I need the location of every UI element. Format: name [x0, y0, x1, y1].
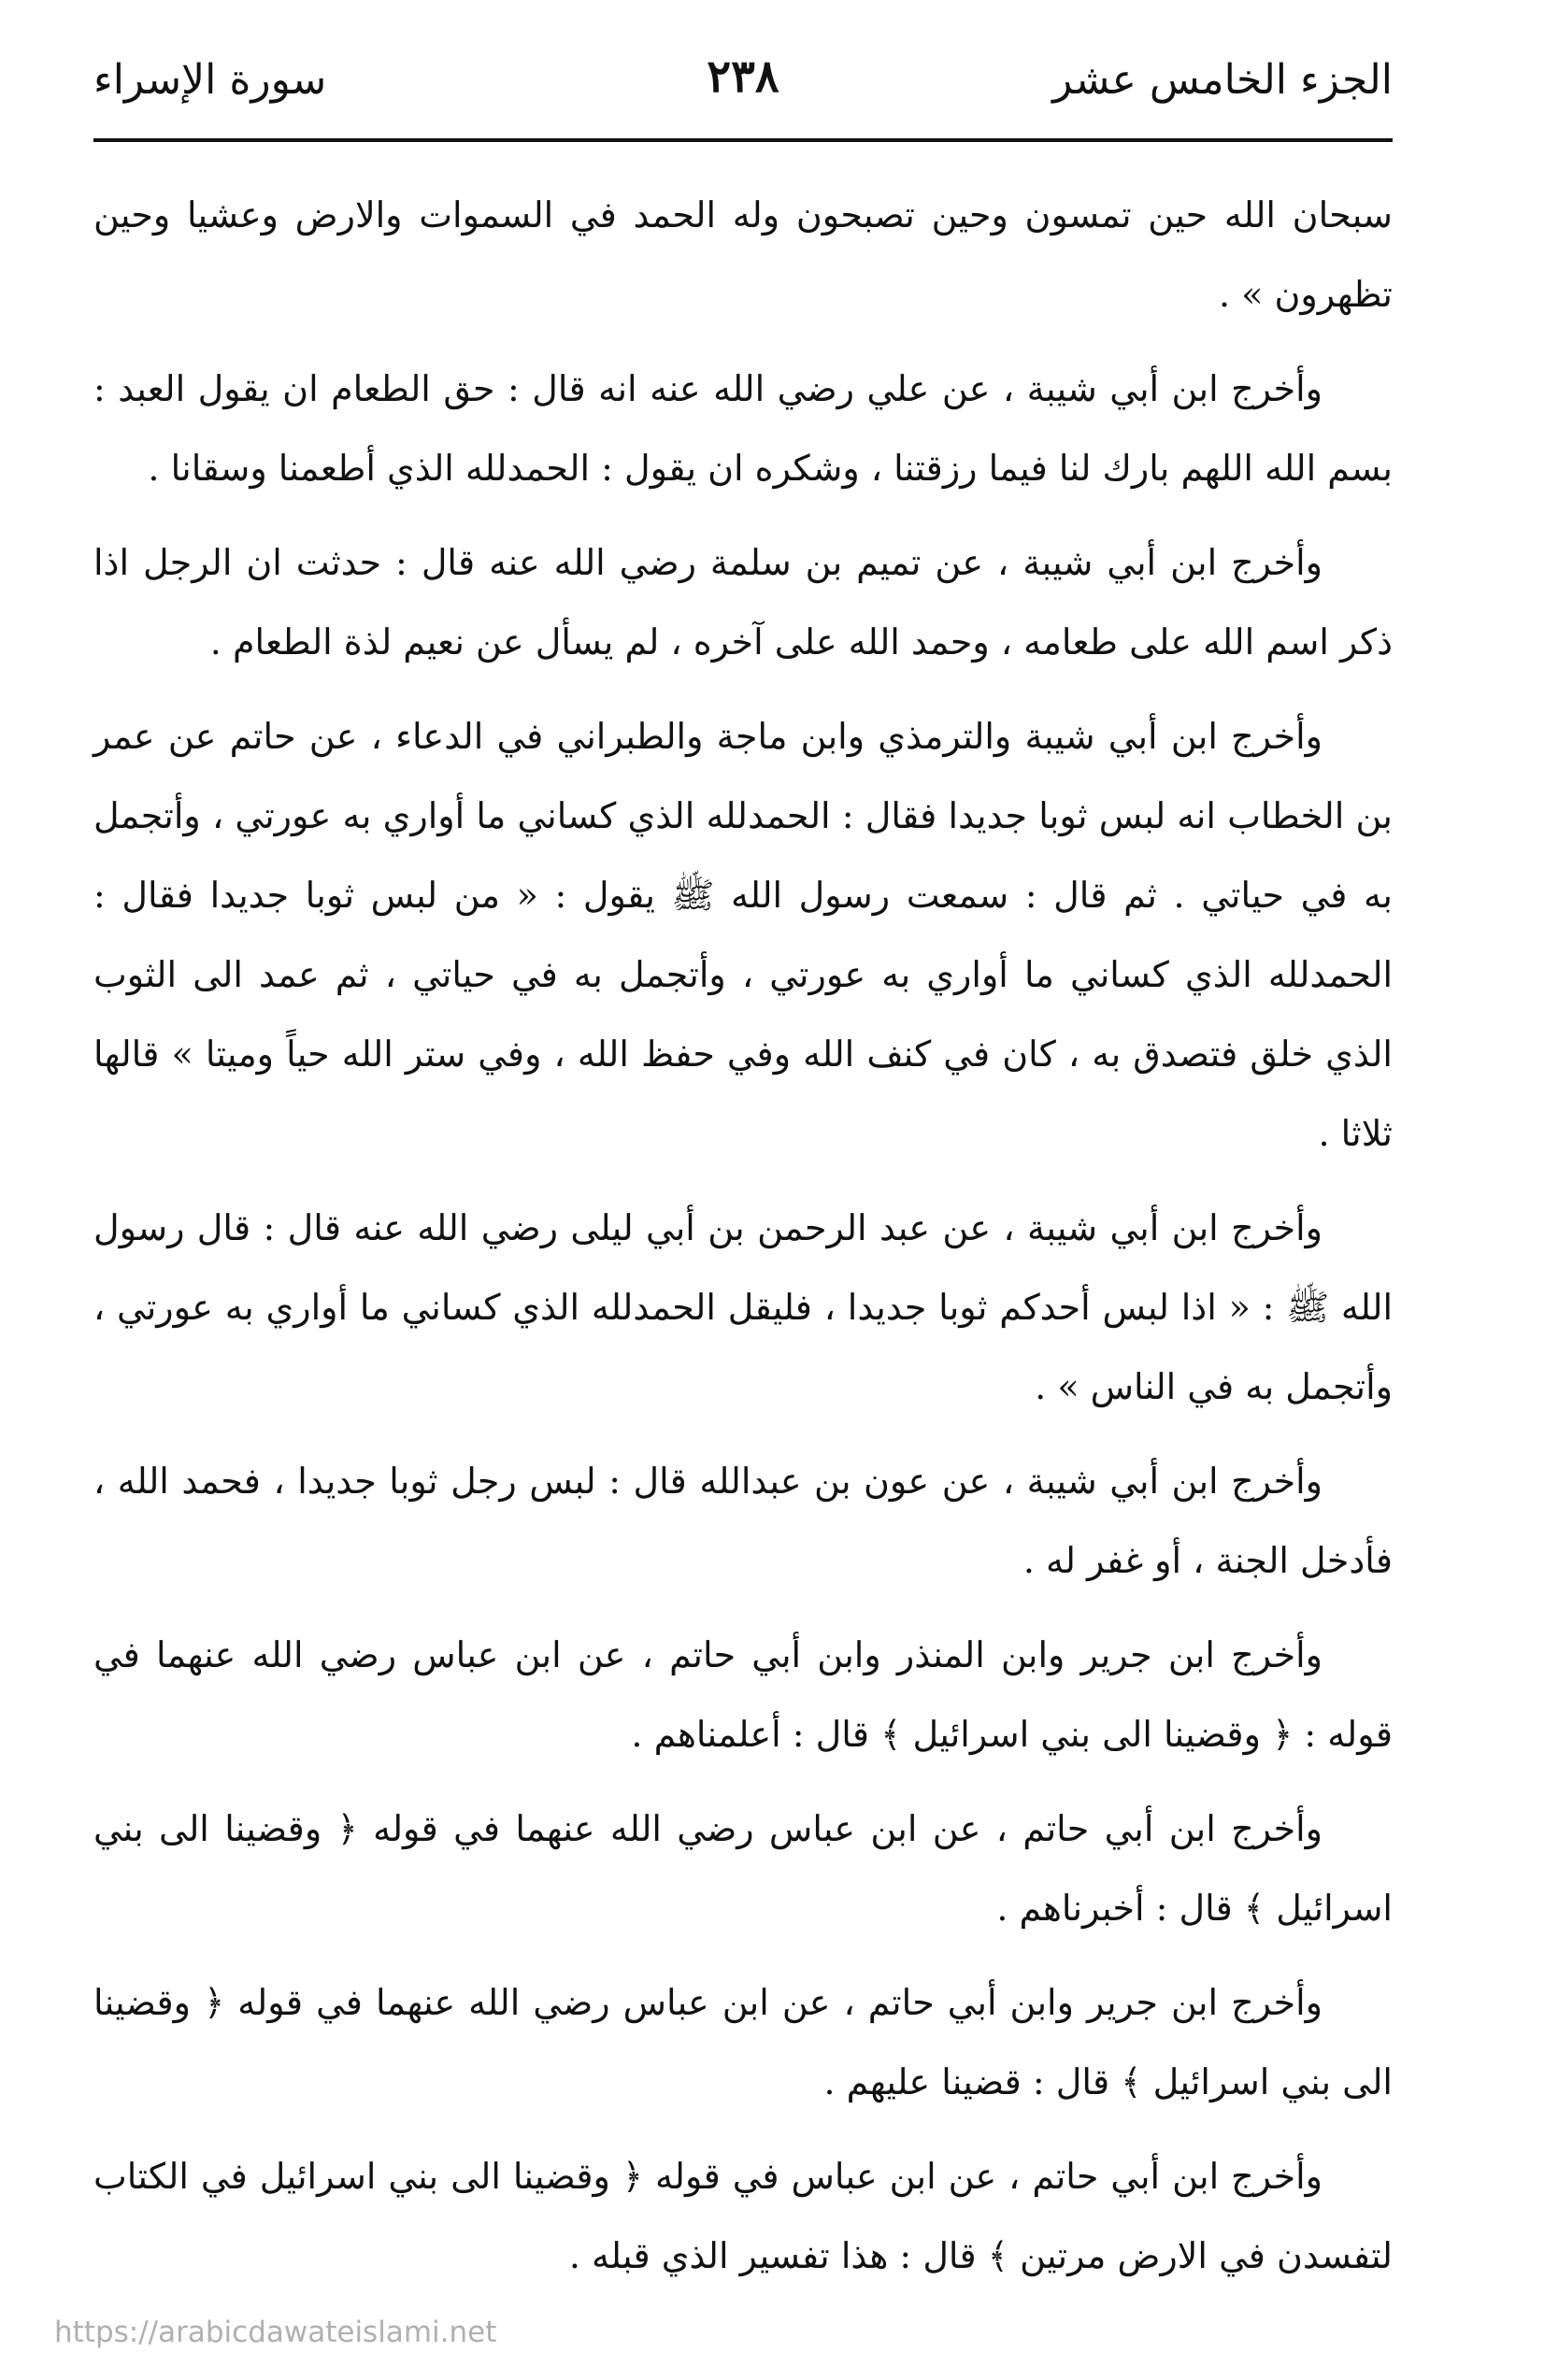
- paragraph: وأخرج ابن أبي حاتم ، عن ابن عباس في قوله ﴿ وقضينا الى بني اسرائيل في الكتاب لتفسدن في الارض مرتين ﴾ قال : هذا تفسير الذي قبله .: [93, 2156, 1393, 2276]
- page-body: [93, 176, 1393, 2311]
- paragraph: وأخرج ابن أبي شيبة ، عن عون بن عبدالله قال : لبس رجل ثوبا جديدا ، فحمد الله ، فأدخل الجنة ، أو غفر له .: [93, 1461, 1393, 1581]
- watermark-url: https://arabicdawateislami.net: [54, 2316, 497, 2349]
- juz-label: الجزء الخامس عشر: [1052, 56, 1393, 104]
- paragraph: وأخرج ابن أبي شيبة والترمذي وابن ماجة والطبراني في الدعاء ، عن حاتم عن عمر بن الخطاب انه لبس ثوبا جديدا فقال : الحمدلله الذي كساني ما أواري به عورتي ، وأتجمل به في حياتي . ثم قال : سمعت رسول الله ﷺ يقول : « من لبس ثوبا جديدا فقال : الحمدلله الذي كساني ما أواري به عورتي ، وأتجمل به في حياتي ، ثم عمد الى الثوب الذي خلق فتصدق به ، كان في كنف الله وفي حفظ الله ، وفي ستر الله حياً وميتا » قالها ثلاثا .: [93, 716, 1393, 1154]
- paragraph: وأخرج ابن أبي شيبة ، عن تميم بن سلمة رضي الله عنه قال : حدثت ان الرجل اذا ذكر اسم الله على طعامه ، وحمد الله على آخره ، لم يسأل عن نعيم لذة الطعام .: [93, 542, 1393, 663]
- page-header: [93, 47, 1393, 140]
- paragraph: وأخرج ابن أبي شيبة ، عن عبد الرحمن بن أبي ليلى رضي الله عنه قال : قال رسول الله ﷺ : « اذا لبس أحدكم ثوبا جديدا ، فليقل الحمدلله الذي كساني ما أواري به عورتي ، وأتجمل به في الناس » .: [93, 1207, 1393, 1407]
- paragraph: وأخرج ابن أبي شيبة ، عن علي رضي الله عنه انه قال : حق الطعام ان يقول العبد : بسم الله اللهم بارك لنا فيما رزقتنا ، وشكره ان يقول : الحمدلله الذي أطعمنا وسقانا .: [93, 368, 1393, 489]
- header-divider: [93, 138, 1393, 142]
- paragraph: وأخرج ابن أبي حاتم ، عن ابن عباس رضي الله عنهما في قوله ﴿ وقضينا الى بني اسرائيل ﴾ قال : أخبرناهم .: [93, 1808, 1393, 1929]
- surah-label: سورة الإسراء: [93, 56, 327, 104]
- paragraph: وأخرج ابن جرير وابن المنذر وابن أبي حاتم ، عن ابن عباس رضي الله عنهما في قوله : ﴿ وقضينا الى بني اسرائيل ﴾ قال : أعلمناهم .: [93, 1634, 1393, 1755]
- page-number: ٢٣٨: [707, 50, 779, 103]
- paragraph: وأخرج ابن جرير وابن أبي حاتم ، عن ابن عباس رضي الله عنهما في قوله ﴿ وقضينا الى بني اسرائيل ﴾ قال : قضينا عليهم .: [93, 1982, 1393, 2102]
- paragraph: سبحان الله حين تمسون وحين تصبحون وله الحمد في السموات والارض وعشيا وحين تظهرون » .: [93, 194, 1393, 315]
